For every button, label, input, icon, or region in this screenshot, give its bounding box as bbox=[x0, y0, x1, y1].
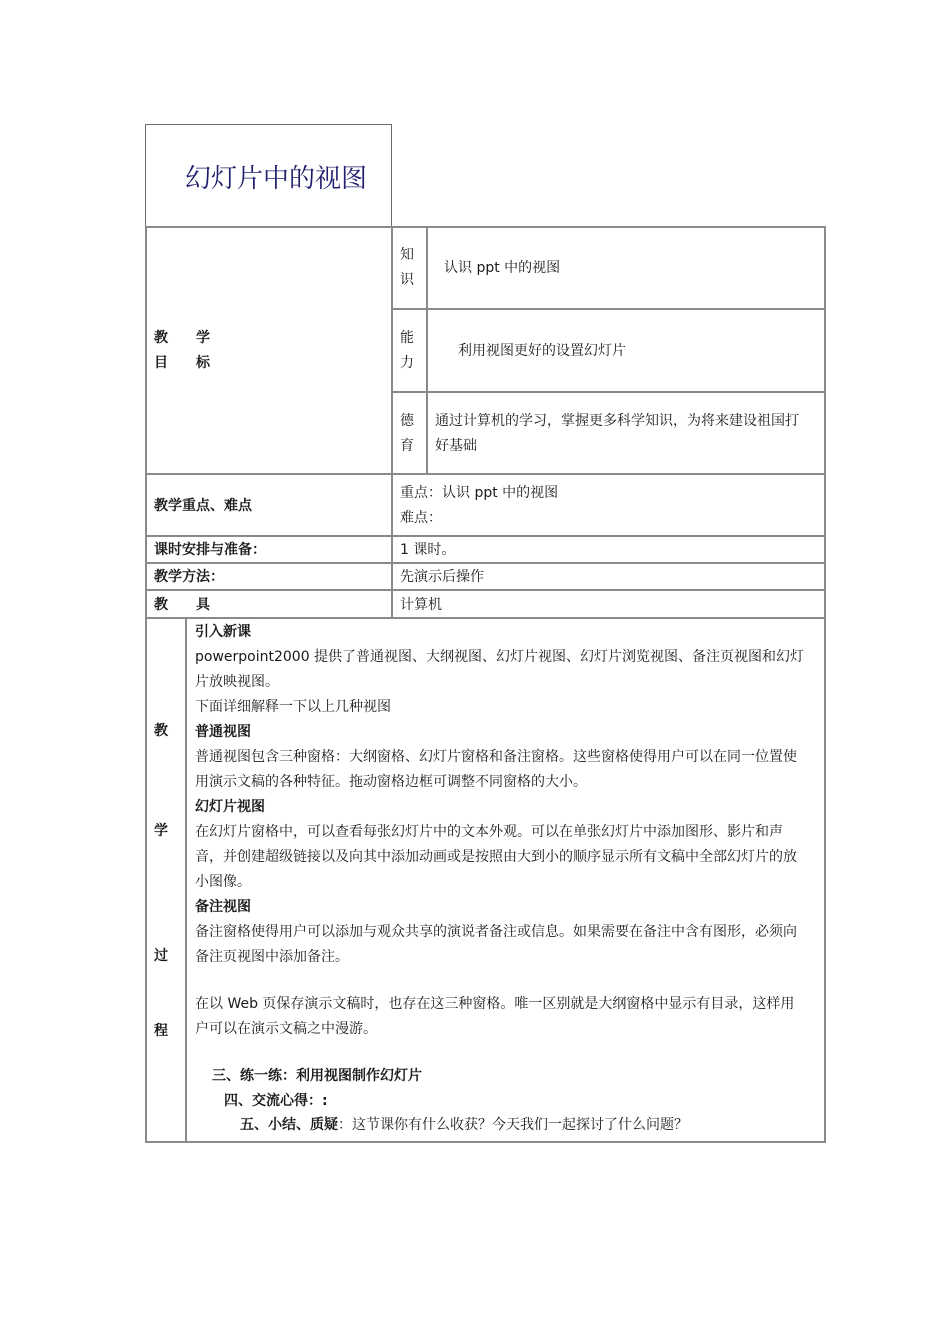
slide-view-line: 在幻灯片窗格中，可以查看每张幻灯片中的文本外观。可以在单张幻灯片中添加图形、影片和声 bbox=[195, 824, 783, 840]
web-save-line: 在以 Web 页保存演示文稿时，也存在这三种窗格。唯一区别就是大纲窗格中显示有目录，这样用 bbox=[195, 996, 795, 1012]
slide-view-line: 小图像。 bbox=[195, 874, 251, 890]
method-value: 先演示后操作 bbox=[400, 569, 484, 585]
knowledge-label-2: 识 bbox=[400, 272, 414, 288]
process-label-char: 程 bbox=[154, 1023, 168, 1039]
ability-text: 利用视图更好的设置幻灯片 bbox=[458, 343, 626, 359]
intro-heading: 引入新课 bbox=[195, 624, 251, 640]
notes-view-line: 备注窗格使得用户可以添加与观众共享的演说者备注或信息。如果需要在备注中含有图形，必须向 bbox=[195, 924, 797, 940]
ability-label-2: 力 bbox=[400, 355, 414, 371]
process-label-char: 学 bbox=[154, 823, 168, 839]
slide-view-line: 音，并创建超级链接以及向其中添加动画或是按照由大到小的顺序显示所有文稿中全部幻灯片的放 bbox=[195, 849, 797, 865]
moral-label-1: 德 bbox=[400, 413, 414, 429]
process-label-char: 过 bbox=[154, 948, 168, 964]
schedule-value: 1 课时。 bbox=[400, 542, 456, 558]
moral-text-2: 好基础 bbox=[435, 438, 477, 454]
normal-view-line: 用演示文稿的各种特征。拖动窗格边框可调整不同窗格的大小。 bbox=[195, 774, 587, 790]
intro-line: 片放映视图。 bbox=[195, 674, 279, 690]
practice-line: 三、练一练：利用视图制作幻灯片 bbox=[212, 1068, 422, 1084]
method-label: 教学方法： bbox=[154, 569, 224, 585]
intro-line: 下面详细解释一下以上几种视图 bbox=[195, 699, 391, 715]
notes-view-line: 备注页视图中添加备注。 bbox=[195, 949, 349, 965]
exchange-line: 四、交流心得：: bbox=[224, 1093, 328, 1109]
slide-view-heading: 幻灯片视图 bbox=[195, 799, 265, 815]
notes-view-heading: 备注视图 bbox=[195, 899, 251, 915]
tools-label: 教 具 bbox=[154, 597, 210, 613]
moral-label-2: 育 bbox=[400, 438, 414, 454]
web-save-line: 户可以在演示文稿之中漫游。 bbox=[195, 1021, 377, 1037]
key-points-difficulty: 难点： bbox=[400, 510, 442, 526]
objectives-label-2: 目 标 bbox=[154, 355, 210, 371]
key-points-label: 教学重点、难点 bbox=[154, 498, 252, 514]
key-points-focus: 重点：认识 ppt 中的视图 bbox=[400, 485, 559, 501]
ability-label-1: 能 bbox=[400, 330, 414, 346]
knowledge-text: 认识 ppt 中的视图 bbox=[444, 260, 561, 276]
summary-text: ：这节课你有什么收获？今天我们一起探讨了什么问题？ bbox=[338, 1117, 688, 1133]
objectives-label-1: 教 学 bbox=[154, 330, 210, 346]
summary-line bbox=[240, 1113, 688, 1138]
tools-value: 计算机 bbox=[400, 597, 442, 613]
process-label-char: 教 bbox=[154, 723, 168, 739]
normal-view-line: 普通视图包含三种窗格：大纲窗格、幻灯片窗格和备注窗格。这些窗格使得用户可以在同一位置使 bbox=[195, 749, 797, 765]
intro-line: powerpoint2000 提供了普通视图、大纲视图、幻灯片视图、幻灯片浏览视图、备注页视图和幻灯 bbox=[195, 649, 805, 665]
normal-view-heading: 普通视图 bbox=[195, 724, 251, 740]
knowledge-label-1: 知 bbox=[400, 247, 414, 263]
moral-text-1: 通过计算机的学习，掌握更多科学知识，为将来建设祖国打 bbox=[435, 413, 799, 429]
schedule-label: 课时安排与准备： bbox=[154, 542, 266, 558]
page-title: 幻灯片中的视图 bbox=[185, 164, 368, 194]
summary-label: 五、小结、质疑 bbox=[240, 1117, 338, 1133]
